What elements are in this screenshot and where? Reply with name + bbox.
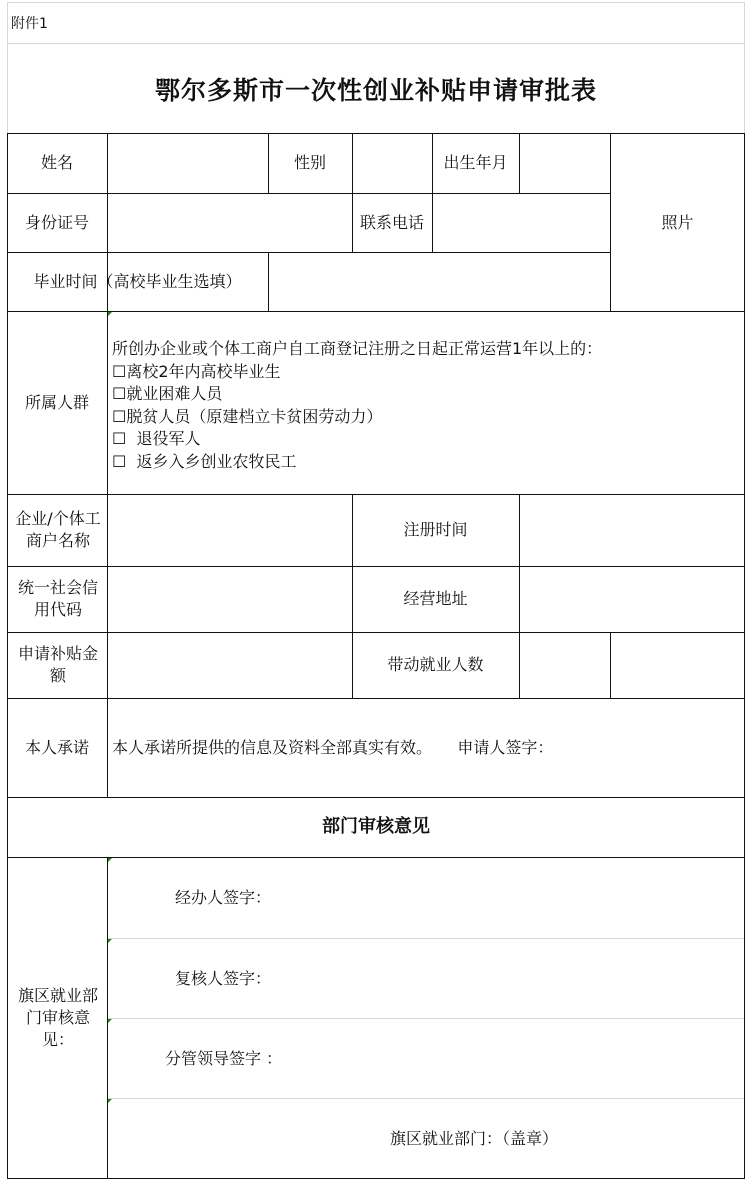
group-intro: 所创办企业或个体工商户自工商登记注册之日起正常运营1年以上的：: [112, 339, 603, 358]
credit-code-label: 统一社会信用代码: [17, 578, 98, 619]
birth-label: 出生年月: [443, 153, 508, 172]
option-returnee[interactable]: ☐ 返乡入乡创业农牧民工: [112, 451, 297, 471]
handler-sign[interactable]: 经办人签字：: [175, 888, 272, 907]
id-label: 身份证号: [24, 212, 89, 232]
reviewer-sign[interactable]: 复核人签字：: [175, 968, 272, 988]
amount-label: 申请补贴金额: [17, 644, 98, 685]
group-label: 所属人群: [24, 392, 89, 412]
graduation-label: 毕业时间（高校毕业生选填）: [33, 271, 242, 291]
option-poverty[interactable]: ☐脱贫人员（原建档立卡贫困劳动力）: [112, 406, 383, 426]
commitment-text[interactable]: 本人承诺所提供的信息及资料全部真实有效。 申请人签字：: [112, 737, 554, 757]
graduation-field[interactable]: [269, 253, 610, 311]
reg-time-field[interactable]: [520, 495, 744, 566]
option-hardship[interactable]: ☐就业困难人员: [112, 384, 223, 403]
dept-review-label: 旗区就业部门审核意见：: [17, 986, 98, 1049]
phone-field[interactable]: [433, 194, 610, 252]
attachment-label: 附件1: [11, 16, 48, 32]
commitment-label: 本人承诺: [24, 737, 89, 757]
credit-code-field[interactable]: [108, 567, 352, 632]
option-veteran[interactable]: ☐ 退役军人: [112, 429, 201, 448]
review-section-title: 部门审核意见: [322, 816, 430, 837]
option-graduate[interactable]: ☐离校2年内高校毕业生: [112, 361, 281, 381]
phone-label: 联系电话: [359, 212, 424, 232]
amount-field[interactable]: [108, 633, 352, 698]
reg-time-label: 注册时间: [403, 520, 468, 539]
page-title: 鄂尔多斯市一次性创业补贴申请审批表: [154, 76, 597, 105]
birth-field[interactable]: [520, 134, 610, 193]
name-label: 姓名: [40, 153, 73, 172]
enterprise-name-label: 企业/个体工商户名称: [15, 509, 101, 550]
employment-field[interactable]: [520, 633, 610, 698]
employment-label: 带动就业人数: [387, 655, 484, 674]
leader-sign[interactable]: 分管领导签字 ：: [165, 1048, 283, 1068]
gender-label: 性别: [293, 153, 326, 172]
name-field[interactable]: [108, 134, 268, 193]
address-field[interactable]: [520, 567, 744, 632]
group-options: [112, 338, 742, 473]
address-label: 经营地址: [403, 589, 468, 608]
dept-seal[interactable]: 旗区就业部门：（盖章）: [390, 1128, 559, 1148]
gender-field[interactable]: [353, 134, 432, 193]
id-field[interactable]: [108, 194, 352, 252]
photo-label: 照片: [661, 212, 694, 232]
enterprise-name-field[interactable]: [108, 495, 352, 566]
photo-box[interactable]: [611, 134, 744, 311]
